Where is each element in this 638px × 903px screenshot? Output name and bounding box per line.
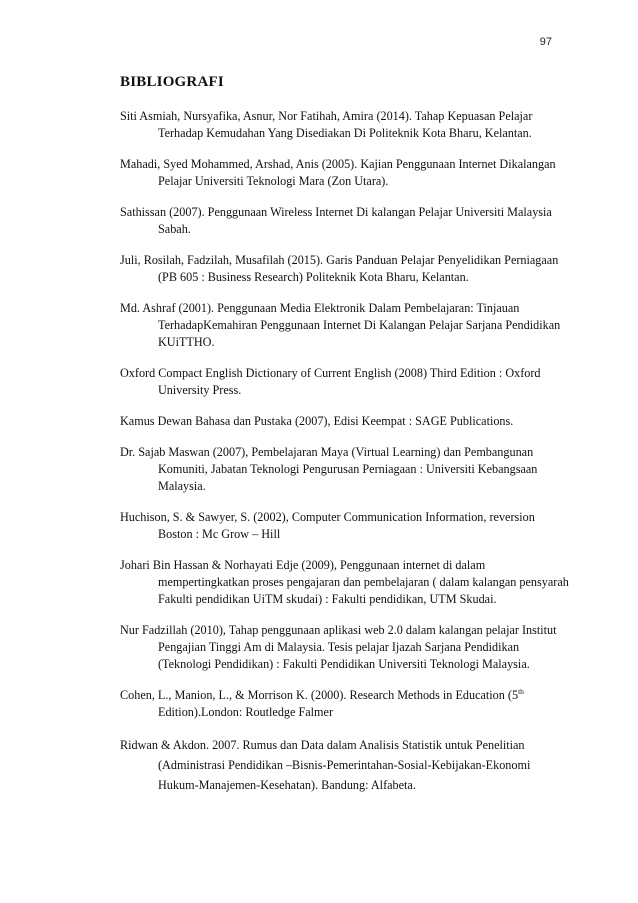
page-title: BIBLIOGRAFI [120,74,224,90]
bibliography-entry: Huchison, S. & Sawyer, S. (2002), Computer Communication Information, reversion Boston : Mc Grow – Hill [120,510,535,541]
bibliography-entry: Dr. Sajab Maswan (2007), Pembelajaran Maya (Virtual Learning) dan Pembangunan Komuniti, Jabatan Teknologi Pengurusan Perniagaan : Universiti Kebangsaan Malaysia. [120,445,538,493]
bibliography-entry: Juli, Rosilah, Fadzilah, Musafilah (2015). Garis Panduan Pelajar Penyelidikan Perniagaan (PB 605 : Business Research) Politeknik Kota Bharu, Kelantan. [120,253,559,284]
bibliography-entry-cohen [120,687,572,721]
bibliography-entry: Siti Asmiah, Nursyafika, Asnur, Nor Fatihah, Amira (2014). Tahap Kepuasan Pelajar Terhadap Kemudahan Yang Disediakan Di Politeknik Kota Bharu, Kelantan. [120,109,533,140]
page-number: 97 [539,36,552,48]
cohen-text: Cohen, L., Manion, L., & Morrison K. (2000). Research Methods in Education (5 [120,688,519,702]
bibliography-list [120,108,572,809]
bibliography-entry: Kamus Dewan Bahasa dan Pustaka (2007), Edisi Keempat : SAGE Publications. [120,414,514,428]
bibliography-entry: Nur Fadzillah (2010), Tahap penggunaan aplikasi web 2.0 dalam kalangan pelajar Institut Pengajian Tinggi Am di Malaysia. Tesis pelajar Ijazah Sarjana Pendidikan (Teknologi Pendidikan) : Fakulti Pendidikan Universiti Teknologi Malaysia. [120,623,557,671]
bibliography-entry: Mahadi, Syed Mohammed, Arshad, Anis (2005). Kajian Penggunaan Internet Dikalangan Pelajar Universiti Teknologi Mara (Zon Utara). [120,157,556,188]
bibliography-entry: Md. Ashraf (2001). Penggunaan Media Elektronik Dalam Pembelajaran: Tinjauan TerhadapKemahiran Penggunaan Internet Di Kalangan Pelajar Sarjana Pendidikan KUiTTHO. [120,301,561,349]
bibliography-entry: Oxford Compact English Dictionary of Current English (2008) Third Edition : Oxford University Press. [120,366,541,397]
edition-superscript: th [518,686,524,696]
bibliography-entry-ridwan: Ridwan & Akdon. 2007. Rumus dan Data dalam Analisis Statistik untuk Penelitian (Administrasi Pendidikan –Bisnis-Pemerintahan-Sosial-Kebijakan-Ekonomi Hukum-Manajemen-Kesehatan). Bandung: Alfabeta. [120,738,531,792]
bibliography-entry: Sathissan (2007). Penggunaan Wireless Internet Di kalangan Pelajar Universiti Malaysia Sabah. [120,205,552,236]
bibliography-entry: Johari Bin Hassan & Norhayati Edje (2009), Penggunaan internet di dalam mempertingkatkan proses pengajaran dan pembelajaran ( dalam kalangan pensyarah Fakulti pendidikan UiTM skudai) : Fakulti pendidikan, UTM Skudai. [120,558,569,606]
cohen-text-rest: Edition).London: Routledge Falmer [158,705,333,719]
